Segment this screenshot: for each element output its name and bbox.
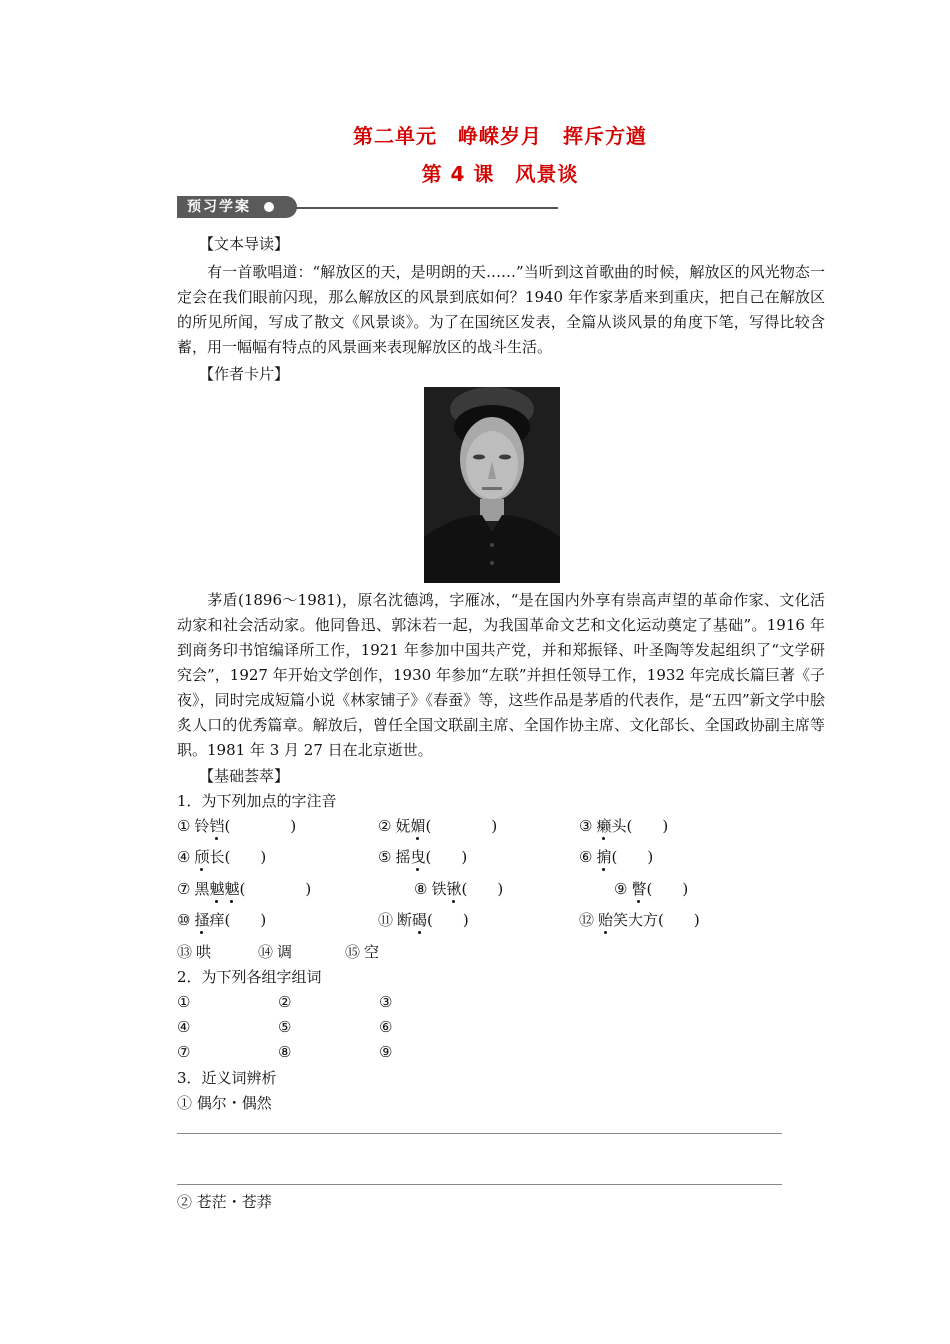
author-text: 茅盾(1896～1981)，原名沈德鸿，字雁冰，“是在国内外享有崇高声望的革命作家、文化活动家和社会活动家。他同鲁迅、郭沫若一起，为我国革命文艺和文化运动奠定了基础”。1916 年到商务印书馆编译所工作，1921 年参加中国共产党，并和郑振铎、叶圣陶等发起组织了“文学研究会”，1927 年开始文学创作，1930 年参加“左联”并担任领导工作，1932 年完成长篇巨著《子夜》，同时完成短篇小说《林家铺子》《春蚕》等，这些作品是茅盾的代表作，是“五四”新文学中脍炙人口的优秀篇章。解放后，曾任全国文联副主席、全国作协主席、文化部长、全国政协副主席等职。1981 年 3 月 27 日在北京逝世。 — [177, 591, 825, 759]
pinyin-item-text: 哄 — [196, 943, 212, 961]
basics-heading: 【基础荟萃】 — [199, 767, 290, 785]
question-3: 3．近义词辨析 — [177, 1069, 277, 1087]
word-blank-7: ⑦ — [177, 1043, 191, 1061]
pinyin-item-text: 黑 — [194, 880, 210, 898]
pinyin-item — [177, 877, 311, 902]
pinyin-item-number: ⑦ — [177, 880, 191, 898]
pinyin-item — [579, 845, 653, 870]
pinyin-item-text: 铃 — [194, 817, 210, 835]
pinyin-item-number: ⑧ — [414, 880, 428, 898]
pinyin-item — [579, 908, 700, 933]
pinyin-item — [177, 908, 266, 933]
pinyin-item-number: ③ — [579, 817, 593, 835]
pinyin-item-number: ⑩ — [177, 911, 191, 929]
pinyin-item-number: ⑤ — [378, 848, 392, 866]
dotted-character — [446, 880, 461, 898]
emphasis-dot-char: 瞥 — [631, 880, 647, 898]
dotted-character — [410, 817, 425, 835]
section-divider — [296, 207, 558, 209]
pinyin-answer-blank[interactable]: ( ) — [658, 911, 700, 929]
dotted-character — [412, 911, 427, 929]
word-blank-6: ⑥ — [379, 1018, 393, 1036]
author-paragraph — [177, 588, 825, 763]
pinyin-item-number: ⑭ — [258, 943, 274, 961]
pinyin-answer-blank[interactable]: ( ) — [239, 880, 312, 898]
emphasis-dot-char: 掮 — [596, 848, 612, 866]
word-blank-2: ② — [278, 993, 292, 1011]
synonym-pair-1: ① 偶尔・偶然 — [177, 1094, 272, 1112]
dotted-character — [209, 817, 224, 835]
bullet-icon — [264, 202, 274, 212]
pinyin-item-number: ⑫ — [579, 911, 595, 929]
pinyin-item — [378, 845, 467, 870]
pinyin-item-text: 头 — [611, 817, 627, 835]
pinyin-answer-blank[interactable]: ( ) — [461, 880, 504, 898]
pinyin-item — [258, 940, 292, 965]
word-blank-4: ④ — [177, 1018, 191, 1036]
pinyin-answer-blank[interactable]: ( ) — [224, 817, 297, 835]
pinyin-item-text: 断 — [397, 911, 413, 929]
dotted-character — [194, 911, 209, 929]
emphasis-dot-char: 铛 — [209, 817, 225, 835]
emphasis-dot-char: 颀 — [194, 848, 210, 866]
intro-heading: 【文本导读】 — [199, 235, 290, 253]
question-2: 2．为下列各组字组词 — [177, 968, 322, 986]
lesson-title: 第 4 课 风景谈 — [421, 162, 579, 186]
dotted-character — [194, 848, 209, 866]
dotted-character — [410, 848, 425, 866]
synonym-pair-2: ② 苍茫・苍莽 — [177, 1193, 272, 1211]
emphasis-dot-char: 媚 — [410, 817, 426, 835]
unit-title: 第二单元 峥嵘岁月 挥斥方遒 — [353, 124, 647, 148]
pinyin-item — [177, 940, 211, 965]
pinyin-item-text: 调 — [277, 943, 293, 961]
pinyin-item — [414, 877, 503, 902]
word-blank-9: ⑨ — [379, 1043, 393, 1061]
emphasis-dot-char: 贻 — [598, 911, 614, 929]
pinyin-item-number: ⑪ — [378, 911, 394, 929]
dotted-character — [631, 880, 646, 898]
intro-text: 有一首歌唱道：“解放区的天，是明朗的天……”当听到这首歌曲的时候，解放区的风光物态一定会在我们眼前闪现，那么解放区的风景到底如何？1940 年作家茅盾来到重庆，把自己在解放区的所见所闻，写成了散文《风景谈》。为了在国统区发表，全篇从谈风景的角度下笔，写得比较含蓄，用一幅幅有特点的风景画来表现解放区的战斗生活。 — [177, 263, 825, 356]
pinyin-answer-blank[interactable]: ( ) — [425, 848, 468, 866]
pinyin-item-text: 妩 — [395, 817, 411, 835]
pinyin-item — [177, 814, 296, 839]
pinyin-item — [378, 814, 497, 839]
author-portrait-image — [424, 387, 560, 583]
pinyin-answer-blank[interactable]: ( ) — [427, 911, 469, 929]
pinyin-item-number: ⑬ — [177, 943, 193, 961]
pinyin-answer-blank[interactable]: ( ) — [224, 848, 267, 866]
dotted-character — [598, 911, 613, 929]
pinyin-item-text: 痒 — [209, 911, 225, 929]
emphasis-dot-char: 搔 — [194, 911, 210, 929]
pinyin-item-number: ④ — [177, 848, 191, 866]
pinyin-answer-blank[interactable]: ( ) — [425, 817, 498, 835]
section-tag — [177, 196, 297, 218]
pinyin-item — [579, 814, 668, 839]
pinyin-item-text: 铁 — [431, 880, 447, 898]
dotted-character — [596, 817, 611, 835]
intro-paragraph — [177, 260, 825, 360]
dotted-character — [209, 880, 239, 898]
emphasis-dot-char: 魆 — [224, 880, 240, 898]
emphasis-dot-char: 曳 — [410, 848, 426, 866]
question-1: 1．为下列加点的字注音 — [177, 792, 337, 810]
word-blank-8: ⑧ — [278, 1043, 292, 1061]
word-blank-5: ⑤ — [278, 1018, 292, 1036]
answer-line — [177, 1184, 782, 1185]
author-heading: 【作者卡片】 — [199, 365, 290, 383]
pinyin-item-number: ⑮ — [345, 943, 361, 961]
author-photo — [424, 387, 560, 583]
answer-line — [177, 1133, 782, 1134]
pinyin-item-text: 笑大方 — [613, 911, 659, 929]
emphasis-dot-char: 魆 — [209, 880, 225, 898]
emphasis-dot-char: 碣 — [412, 911, 428, 929]
pinyin-item — [345, 940, 379, 965]
section-tag-label: 预习学案 — [187, 199, 251, 215]
pinyin-item-number: ② — [378, 817, 392, 835]
emphasis-dot-char: 癞 — [596, 817, 612, 835]
pinyin-answer-blank[interactable]: ( ) — [611, 848, 654, 866]
pinyin-answer-blank[interactable]: ( ) — [646, 880, 689, 898]
dotted-character — [596, 848, 611, 866]
word-blank-3: ③ — [379, 993, 393, 1011]
pinyin-item-text: 长 — [209, 848, 225, 866]
pinyin-item-number: ⑥ — [579, 848, 593, 866]
pinyin-answer-blank[interactable]: ( ) — [626, 817, 669, 835]
pinyin-item — [177, 845, 266, 870]
pinyin-item-number: ⑨ — [614, 880, 628, 898]
pinyin-item-text: 摇 — [395, 848, 411, 866]
emphasis-dot-char: 锹 — [446, 880, 462, 898]
pinyin-answer-blank[interactable]: ( ) — [224, 911, 267, 929]
pinyin-item-text: 空 — [364, 943, 380, 961]
word-blank-1: ① — [177, 993, 191, 1011]
pinyin-item — [614, 877, 688, 902]
pinyin-item-number: ① — [177, 817, 191, 835]
pinyin-item — [378, 908, 469, 933]
